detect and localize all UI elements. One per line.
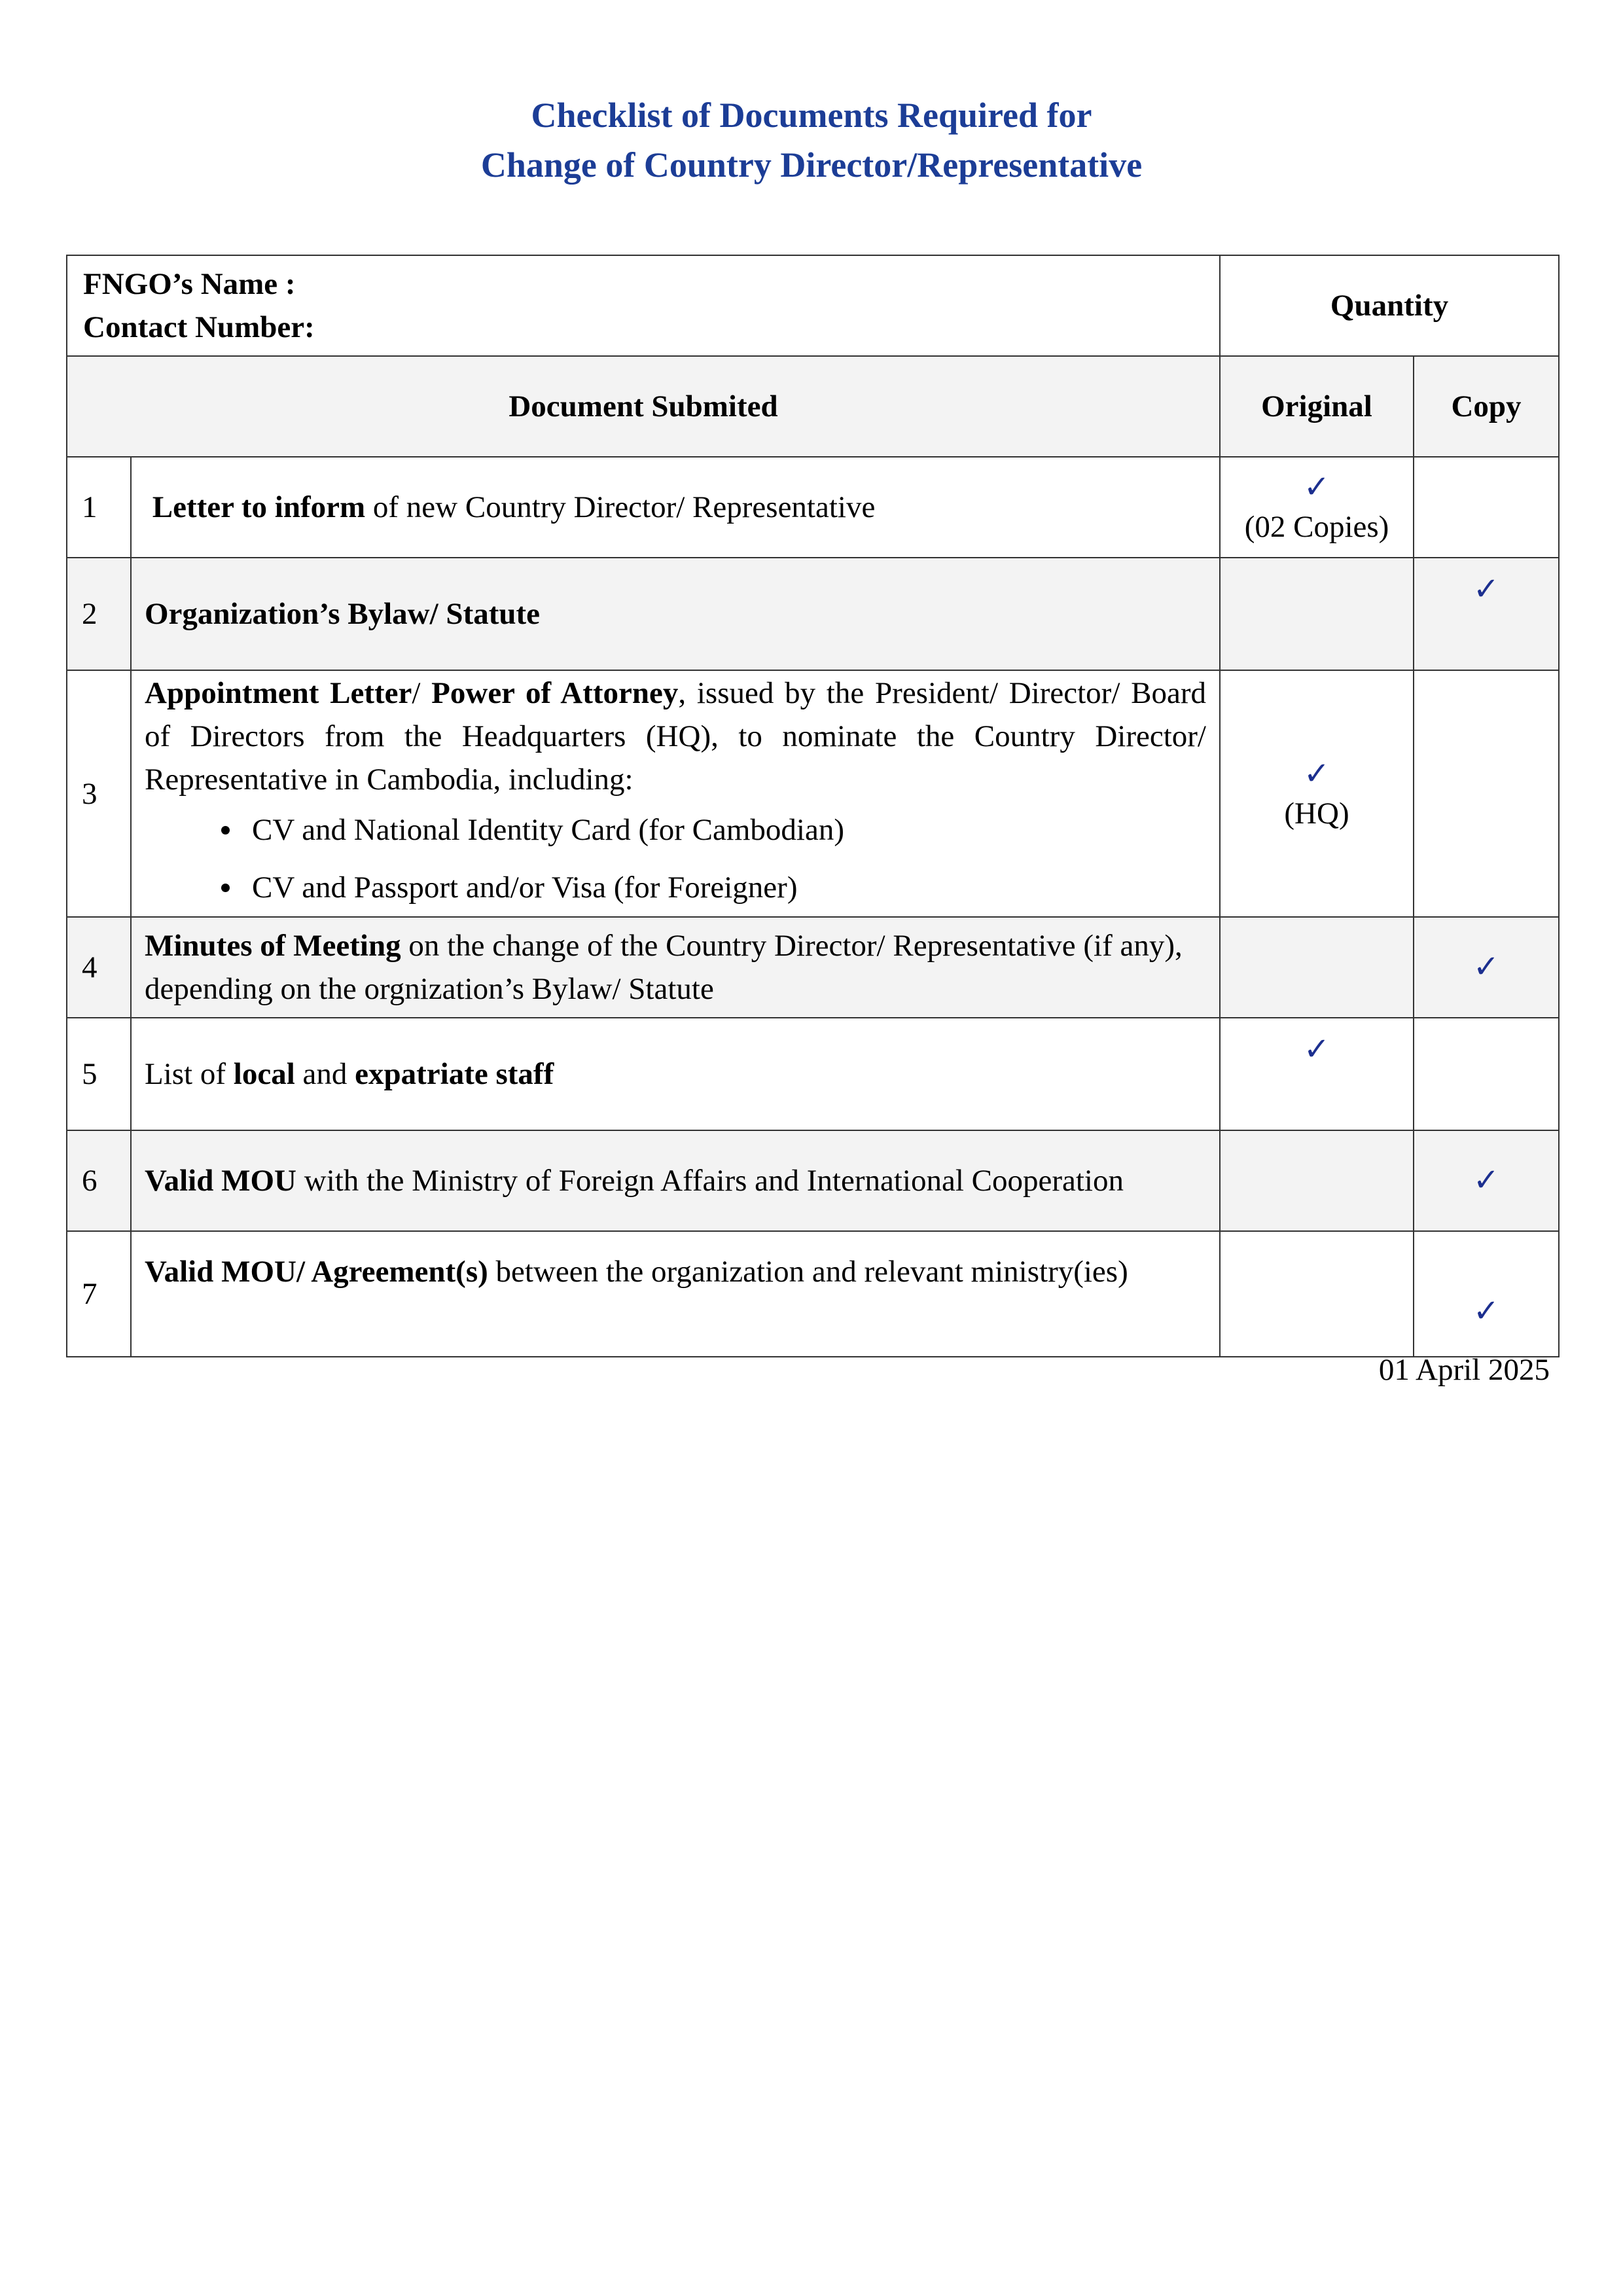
copy-header: Copy bbox=[1414, 356, 1559, 457]
document-bold-text: Appointment Letter bbox=[145, 675, 412, 710]
table-row bbox=[67, 1130, 1559, 1231]
document-bold-text: Minutes of Meeting bbox=[145, 929, 401, 963]
checklist-table bbox=[66, 255, 1560, 1357]
checkmark-icon: ✓ bbox=[1472, 572, 1500, 607]
document-description bbox=[131, 670, 1220, 917]
document-description: Organization’s Bylaw/ Statute bbox=[131, 558, 1220, 670]
document-text: with the Ministry of Foreign Affairs and International Cooperation bbox=[296, 1164, 1124, 1198]
copy-cell bbox=[1414, 1130, 1559, 1231]
table-row bbox=[67, 558, 1559, 670]
checkmark-icon: ✓ bbox=[1472, 1163, 1500, 1198]
copy-cell bbox=[1414, 917, 1559, 1018]
copy-cell bbox=[1414, 457, 1559, 558]
row-number: 2 bbox=[67, 558, 131, 670]
document-title-line-1: Checklist of Documents Required for bbox=[531, 96, 1092, 135]
copy-cell bbox=[1414, 670, 1559, 917]
table-row bbox=[67, 1018, 1559, 1130]
copy-cell bbox=[1414, 1018, 1559, 1130]
document-bold-text: Valid MOU/ Agreement(s) bbox=[145, 1255, 488, 1289]
original-cell bbox=[1220, 1231, 1414, 1357]
document-text: on the change of the Country Director/ Representative (if any), depending on the orgnization’s Bylaw/ Statute bbox=[145, 929, 1183, 1006]
fngo-name-label: FNGO’s Name : bbox=[83, 267, 296, 301]
original-cell bbox=[1220, 558, 1414, 670]
original-note: (02 Copies) bbox=[1244, 510, 1389, 544]
document-bold-text: local bbox=[233, 1057, 295, 1091]
document-text: List of bbox=[145, 1057, 234, 1091]
document-bold-text: Valid MOU bbox=[145, 1164, 296, 1198]
document-bold-text: expatriate staff bbox=[355, 1057, 554, 1091]
row-number: 7 bbox=[67, 1231, 131, 1357]
checkmark-icon: ✓ bbox=[1303, 470, 1330, 505]
list-item: CV and Passport and/or Visa (for Foreigner) bbox=[160, 859, 1206, 916]
quantity-header: Quantity bbox=[1220, 255, 1559, 356]
checkmark-icon: ✓ bbox=[1472, 1294, 1500, 1329]
document-date: 01 April 2025 bbox=[1378, 1353, 1550, 1387]
fngo-info-cell bbox=[67, 255, 1220, 356]
original-cell bbox=[1220, 670, 1414, 917]
row-number: 1 bbox=[67, 457, 131, 558]
original-note: (HQ) bbox=[1284, 796, 1349, 831]
document-submitted-header: Document Submited bbox=[67, 356, 1220, 457]
table-row bbox=[67, 457, 1559, 558]
document-description bbox=[131, 1130, 1220, 1231]
original-cell bbox=[1220, 457, 1414, 558]
row-number: 4 bbox=[67, 917, 131, 1018]
original-cell bbox=[1220, 917, 1414, 1018]
list-item: CV and National Identity Card (for Cambodian) bbox=[160, 801, 1206, 859]
table-header-columns-row bbox=[67, 356, 1559, 457]
original-header: Original bbox=[1220, 356, 1414, 457]
checkmark-icon: ✓ bbox=[1472, 950, 1500, 984]
document-description bbox=[131, 457, 1220, 558]
row-number: 3 bbox=[67, 670, 131, 917]
table-header-info-row bbox=[67, 255, 1559, 356]
document-description bbox=[131, 1018, 1220, 1130]
requirement-bullet-list bbox=[145, 801, 1206, 916]
checkmark-icon: ✓ bbox=[1303, 1032, 1330, 1067]
contact-number-label: Contact Number: bbox=[83, 310, 315, 344]
copy-cell bbox=[1414, 558, 1559, 670]
table-row bbox=[67, 670, 1559, 917]
table-row bbox=[67, 1231, 1559, 1357]
document-bold-text: Letter to inform bbox=[152, 490, 366, 524]
original-cell bbox=[1220, 1130, 1414, 1231]
document-bold-text: Power of Attorney bbox=[431, 675, 679, 710]
row-number: 5 bbox=[67, 1018, 131, 1130]
document-text: of new Country Director/ Representative bbox=[365, 490, 876, 524]
document-text: between the organization and relevant ministry(ies) bbox=[488, 1255, 1128, 1289]
document-description bbox=[131, 1231, 1220, 1357]
document-text: and bbox=[294, 1057, 355, 1091]
document-description bbox=[131, 917, 1220, 1018]
table-row bbox=[67, 917, 1559, 1018]
row-number: 6 bbox=[67, 1130, 131, 1231]
document-text: , issued by the President/ Director/ Board of Directors from the Headquarters (HQ), to nominate the Country Director/ Representative in Cambodia, including: bbox=[145, 675, 1206, 797]
document-separator: / bbox=[412, 675, 432, 710]
checkmark-icon: ✓ bbox=[1303, 756, 1330, 791]
copy-cell bbox=[1414, 1231, 1559, 1357]
original-cell bbox=[1220, 1018, 1414, 1130]
document-title-line-2: Change of Country Director/Representative bbox=[480, 145, 1143, 185]
